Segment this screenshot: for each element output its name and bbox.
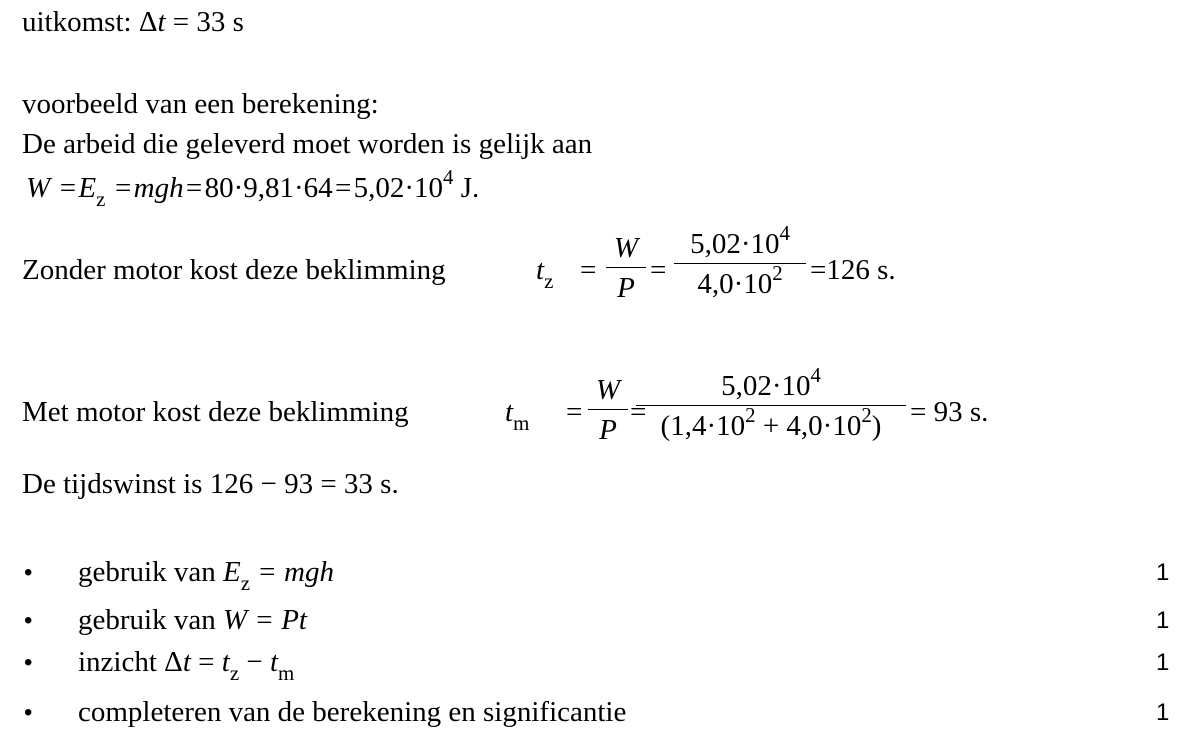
- with-motor-eq2: =: [630, 396, 647, 428]
- criterion-points: 1: [1156, 607, 1170, 634]
- without-motor-t: $t_z$: [536, 254, 554, 293]
- work-unit: J.: [460, 172, 480, 204]
- work-eq2: =: [114, 172, 132, 204]
- without-motor-den1: P: [617, 272, 635, 304]
- bullet-icon: •: [24, 649, 33, 676]
- bullet-icon: •: [24, 607, 33, 634]
- with-motor-den2: $(1,4\cdot 10^2 + 4,0\cdot 10^2)$: [660, 403, 882, 442]
- outcome-eq: =: [172, 6, 190, 38]
- time-gain: [22, 470, 399, 499]
- with-motor-sub: m: [513, 410, 530, 435]
- with-motor-result: = 93 s.: [910, 396, 989, 428]
- criterion-points: 1: [1156, 559, 1170, 586]
- without-motor-den2: $4,0\cdot 10^2$: [697, 261, 783, 300]
- work-product: 80·9,81·64: [204, 172, 333, 204]
- with-motor-eq1: =: [566, 396, 583, 428]
- with-motor-frac2: [636, 363, 906, 442]
- without-motor-num1: W: [613, 232, 639, 264]
- with-motor-t: $t_m$: [505, 396, 530, 435]
- criterion-points: 1: [1156, 699, 1170, 726]
- work-intro: De arbeid die geleverd moet worden is gelijk aan: [22, 128, 593, 160]
- criterion-text: completeren van de berekening en significantie: [78, 696, 627, 728]
- work-exp: 4: [443, 165, 454, 190]
- bullet-icon: •: [24, 559, 33, 586]
- fraction-bar: [606, 267, 646, 268]
- work-eq1: =: [59, 172, 77, 204]
- criterion-text: inzicht $\Delta t = t_z - t_m$: [78, 646, 295, 685]
- work-mgh: mgh: [133, 172, 184, 204]
- work-equation: [26, 165, 480, 211]
- criterion-points: 1: [1156, 649, 1170, 676]
- with-motor-den1: P: [599, 414, 617, 446]
- work-mantissa: 5,02·10: [353, 172, 444, 204]
- with-motor-num2: $5,02\cdot 10^4$: [721, 363, 821, 402]
- work-W: W: [26, 172, 51, 204]
- outcome-label: uitkomst:: [22, 6, 132, 38]
- without-motor-eq1: =: [580, 254, 597, 286]
- fraction-bar: [588, 409, 628, 410]
- work-eq4: =: [334, 172, 352, 204]
- criterion-text: gebruik van W = Pt: [78, 604, 307, 636]
- fraction-bar: [674, 263, 806, 264]
- outcome-value: 33: [196, 6, 226, 38]
- without-motor-eq2: =: [650, 254, 667, 286]
- work-E: E: [78, 172, 97, 204]
- work-E-sub: z: [96, 186, 106, 211]
- outcome-delta: Δ: [138, 6, 158, 38]
- time-gain-text: De tijdswinst is: [22, 468, 203, 500]
- time-gain-expr: 126 − 93 = 33 s.: [209, 468, 399, 500]
- criterion-text: gebruik van $E_z$ = mgh: [78, 556, 334, 595]
- without-motor-result: =126 s.: [810, 254, 896, 286]
- without-motor-text: Zonder motor kost deze beklimming: [22, 254, 446, 286]
- outcome-t: t: [157, 6, 166, 38]
- outcome-line: [22, 8, 244, 37]
- without-motor-num2: $5,02\cdot 10^4$: [690, 221, 790, 260]
- without-motor-frac1: [606, 234, 646, 303]
- work-eq3: =: [185, 172, 203, 204]
- example-heading: voorbeeld van een berekening:: [22, 88, 379, 120]
- without-motor-sub: z: [544, 268, 554, 293]
- outcome-unit: s: [232, 6, 244, 38]
- without-motor-frac2: [674, 221, 806, 300]
- with-motor-num1: W: [595, 374, 621, 406]
- bullet-icon: •: [24, 699, 33, 726]
- with-motor-frac1: [588, 376, 628, 445]
- with-motor-text: Met motor kost deze beklimming: [22, 396, 409, 428]
